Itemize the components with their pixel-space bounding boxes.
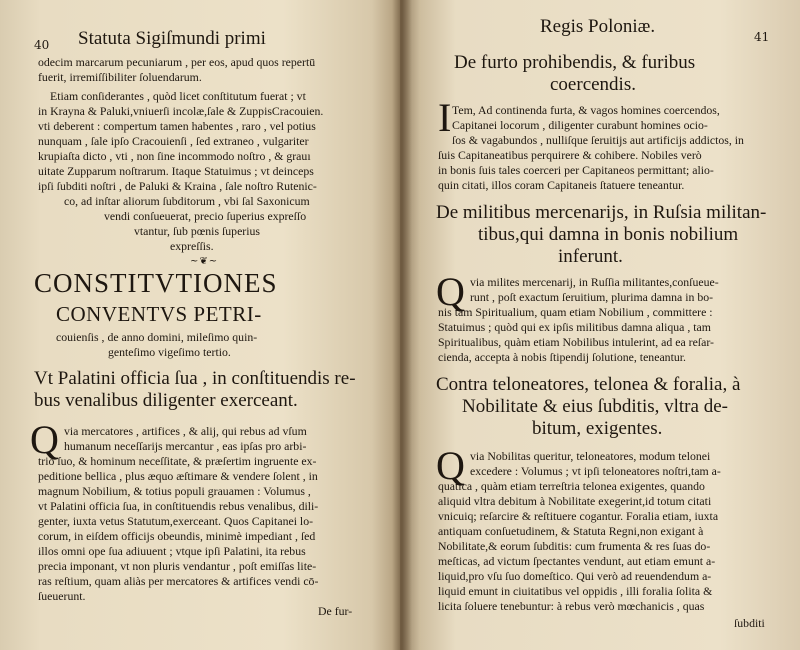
right-running-head: Regis Poloniæ. <box>540 16 656 37</box>
text-line: licita ſoluere tenebuntur: à rebus verò mœchanicis , quas <box>438 599 705 613</box>
text-line: humanum neceſſarijs mercantur , eas ipſas pro arbi- <box>64 439 307 453</box>
text-line: Spiritualibus, quàm etiam Nobilibus intulerint, ad ea reſar- <box>438 335 714 349</box>
constitutiones-subtitle: CONVENTVS PETRI- <box>56 302 262 326</box>
text-line: trio ſuo, & hominum neceſſitate, & præſertim ingruente ex- <box>38 454 317 468</box>
text-line: Statuimus ; quòd qui ex ipſis militibus damna aliqua , tam <box>438 320 711 334</box>
text-line: ipſi ſubditi noſtri , de Paluki & Kraina , ſale noſtro Rutenic- <box>38 179 317 193</box>
left-page-number: 40 <box>34 38 50 52</box>
text-line: vti deberent : compertum tamen habentes , raro , vel potius <box>38 119 316 133</box>
text-line: ſos & vagabundos , nulliſque ſeruitijs aut artificijs addictos, in <box>452 133 744 147</box>
text-line: in bonis ſuis tales coerceri per Capitaneos permittant; alio- <box>438 163 714 177</box>
text-line: genter, iuxta vetus Statutum,exerceant. Quos Capitanei lo- <box>38 514 314 528</box>
section-heading: Nobilitate & eius ſubditis, vltra de- <box>462 396 728 417</box>
text-line: Etiam conſiderantes , quòd licet conſtitutum fuerat ; vt <box>50 89 306 103</box>
section-heading: inferunt. <box>558 246 623 267</box>
text-line: peditione bellica , plus æquo æſtimare & vendere ſolent , in <box>38 469 318 483</box>
constitutiones-title: CONSTITVTIONES <box>34 268 278 298</box>
section-heading: Contra teloneatores, telonea & foralia, à <box>436 374 741 395</box>
ornament: ~❦~ <box>190 256 219 267</box>
text-line: co, ad inſtar aliorum ſubditorum , vbi ſal Saxonicum <box>64 194 310 208</box>
text-line: ſuis Capitaneatibus perquirere & cohibere. Nobiles verò <box>438 148 702 162</box>
text-line: corum, in eiſdem officijs obeundis, minimè impediant , ſed <box>38 529 316 543</box>
text-line: Tem, Ad continenda furta, & vagos homines coercendos, <box>452 103 720 117</box>
right-page-number: 41 <box>754 30 770 44</box>
text-line: antiquam conſuetudinem, & Statuta Regni,non exigant à <box>438 524 704 538</box>
text-line: vt Palatini officia ſua, in conſtituendis rebus venalibus, dili- <box>38 499 319 513</box>
book-gutter <box>392 0 412 650</box>
text-line: magnum Nobilium, & totius populi grauamen : Volumus , <box>38 484 311 498</box>
text-line: couienſis , de anno domini, mileſimo quin- <box>56 330 258 344</box>
left-running-head: Statuta Sigiſmundi primi <box>78 28 266 49</box>
section-heading: tibus,qui damna in bonis nobilium <box>478 224 739 245</box>
text-line: Capitanei locorum , diligenter curabunt homines ocio- <box>452 118 708 132</box>
drop-capital: I <box>438 95 452 140</box>
text-line: via milites mercenarij, in Ruſſia militantes,conſueue- <box>470 275 719 289</box>
text-line: fuerit, irremiſſibiliter ſoluendarum. <box>38 70 202 84</box>
text-line: in Krayna & Paluki,vniuerſi incolæ,ſale & ZuppisCracouien. <box>38 104 324 118</box>
drop-capital: Q <box>436 443 465 488</box>
catchword: ſubditi <box>734 616 765 630</box>
section-heading: coercendis. <box>550 74 636 95</box>
catchword: De fur- <box>318 604 353 618</box>
text-line: cienda, accepta à nobis ſtipendij ſolutione, teneantur. <box>438 350 686 364</box>
text-line: liquid,pro vſu ſuo domeſtico. Qui verò ad reuendendum a- <box>438 569 712 583</box>
text-line: expreſſis. <box>170 239 214 253</box>
text-line: via Nobilitas queritur, teloneatores, modum telonei <box>470 449 711 463</box>
text-line: nunquam , ſale ipſo Cracouienſi , ſed extraneo , vulgariter <box>38 134 309 148</box>
text-line: vtantur, ſub pœnis ſuperius <box>134 224 261 238</box>
text-line: odecim marcarum pecuniarum , per eos, apud quos repertū <box>38 55 316 69</box>
text-line: nis tam Spiritualium, quam etiam Nobilium , committere : <box>438 305 713 319</box>
section-heading: bus venalibus diligenter exerceant. <box>34 390 298 411</box>
text-line: vendi conſueuerat, precio ſuperius expreſſo <box>104 209 307 223</box>
section-heading: De militibus mercenarijs, in Ruſsia militan- <box>436 202 767 223</box>
text-line: liquid emunt in ciuitatibus vel oppidis , illi foralia ſolita & <box>438 584 713 598</box>
right-page <box>400 0 800 650</box>
text-line: Nobilitate,& eorum ſubditis: cum frumenta & res ſuas do- <box>438 539 711 553</box>
drop-capital: Q <box>30 417 59 462</box>
text-line: quin citati, illos coram Capitaneis ſtatuere teneantur. <box>438 178 685 192</box>
section-heading: bitum, exigentes. <box>532 418 663 439</box>
drop-capital: Q <box>436 269 465 314</box>
text-line: runt , poſt exactum ſeruitium, plurima damna in bo- <box>470 290 714 304</box>
text-line: aliquid vltra debitum à Nobilitate exegerint,id totum citati <box>438 494 712 508</box>
text-line: vnicuiq; reſarcire & reſtituere cogantur. Foralia etiam, iuxta <box>438 509 719 523</box>
section-heading: De furto prohibendis, & furibus <box>454 52 696 73</box>
text-line: quatica , quàm etiam terreſtria telonea exigentes, quando <box>438 479 705 493</box>
text-line: ras reſtium, quam aliàs per mercatores & artifices vendi cō- <box>38 574 319 588</box>
text-line: excedere : Volumus ; vt ipſi teloneatores noſtri,tam a- <box>470 464 721 478</box>
text-line: ſueuerunt. <box>38 589 86 603</box>
text-line: genteſimo vigeſimo tertio. <box>108 345 231 359</box>
text-line: meſticas, ad victum ſpectantes vendunt, aut etiam emunt a- <box>438 554 716 568</box>
text-line: via mercatores , artifices , & alij, qui rebus ad vſum <box>64 424 307 438</box>
text-line: precia imponant, vt non pluris vendantur , poſt emiſſas lite- <box>38 559 317 573</box>
text-line: krupiaſta dicto , vti , non ſine incommodo noſtro , & grauı <box>38 149 311 163</box>
section-heading: Vt Palatini officia ſua , in conſtituendis re- <box>34 368 356 389</box>
text-line: uitate Zupparum noſtrarum. Itaque Statuimus ; vt deinceps <box>38 164 314 178</box>
text-line: illos omni ope ſua adiuuent ; vtque ipſi Palatini, ita rebus <box>38 544 306 558</box>
